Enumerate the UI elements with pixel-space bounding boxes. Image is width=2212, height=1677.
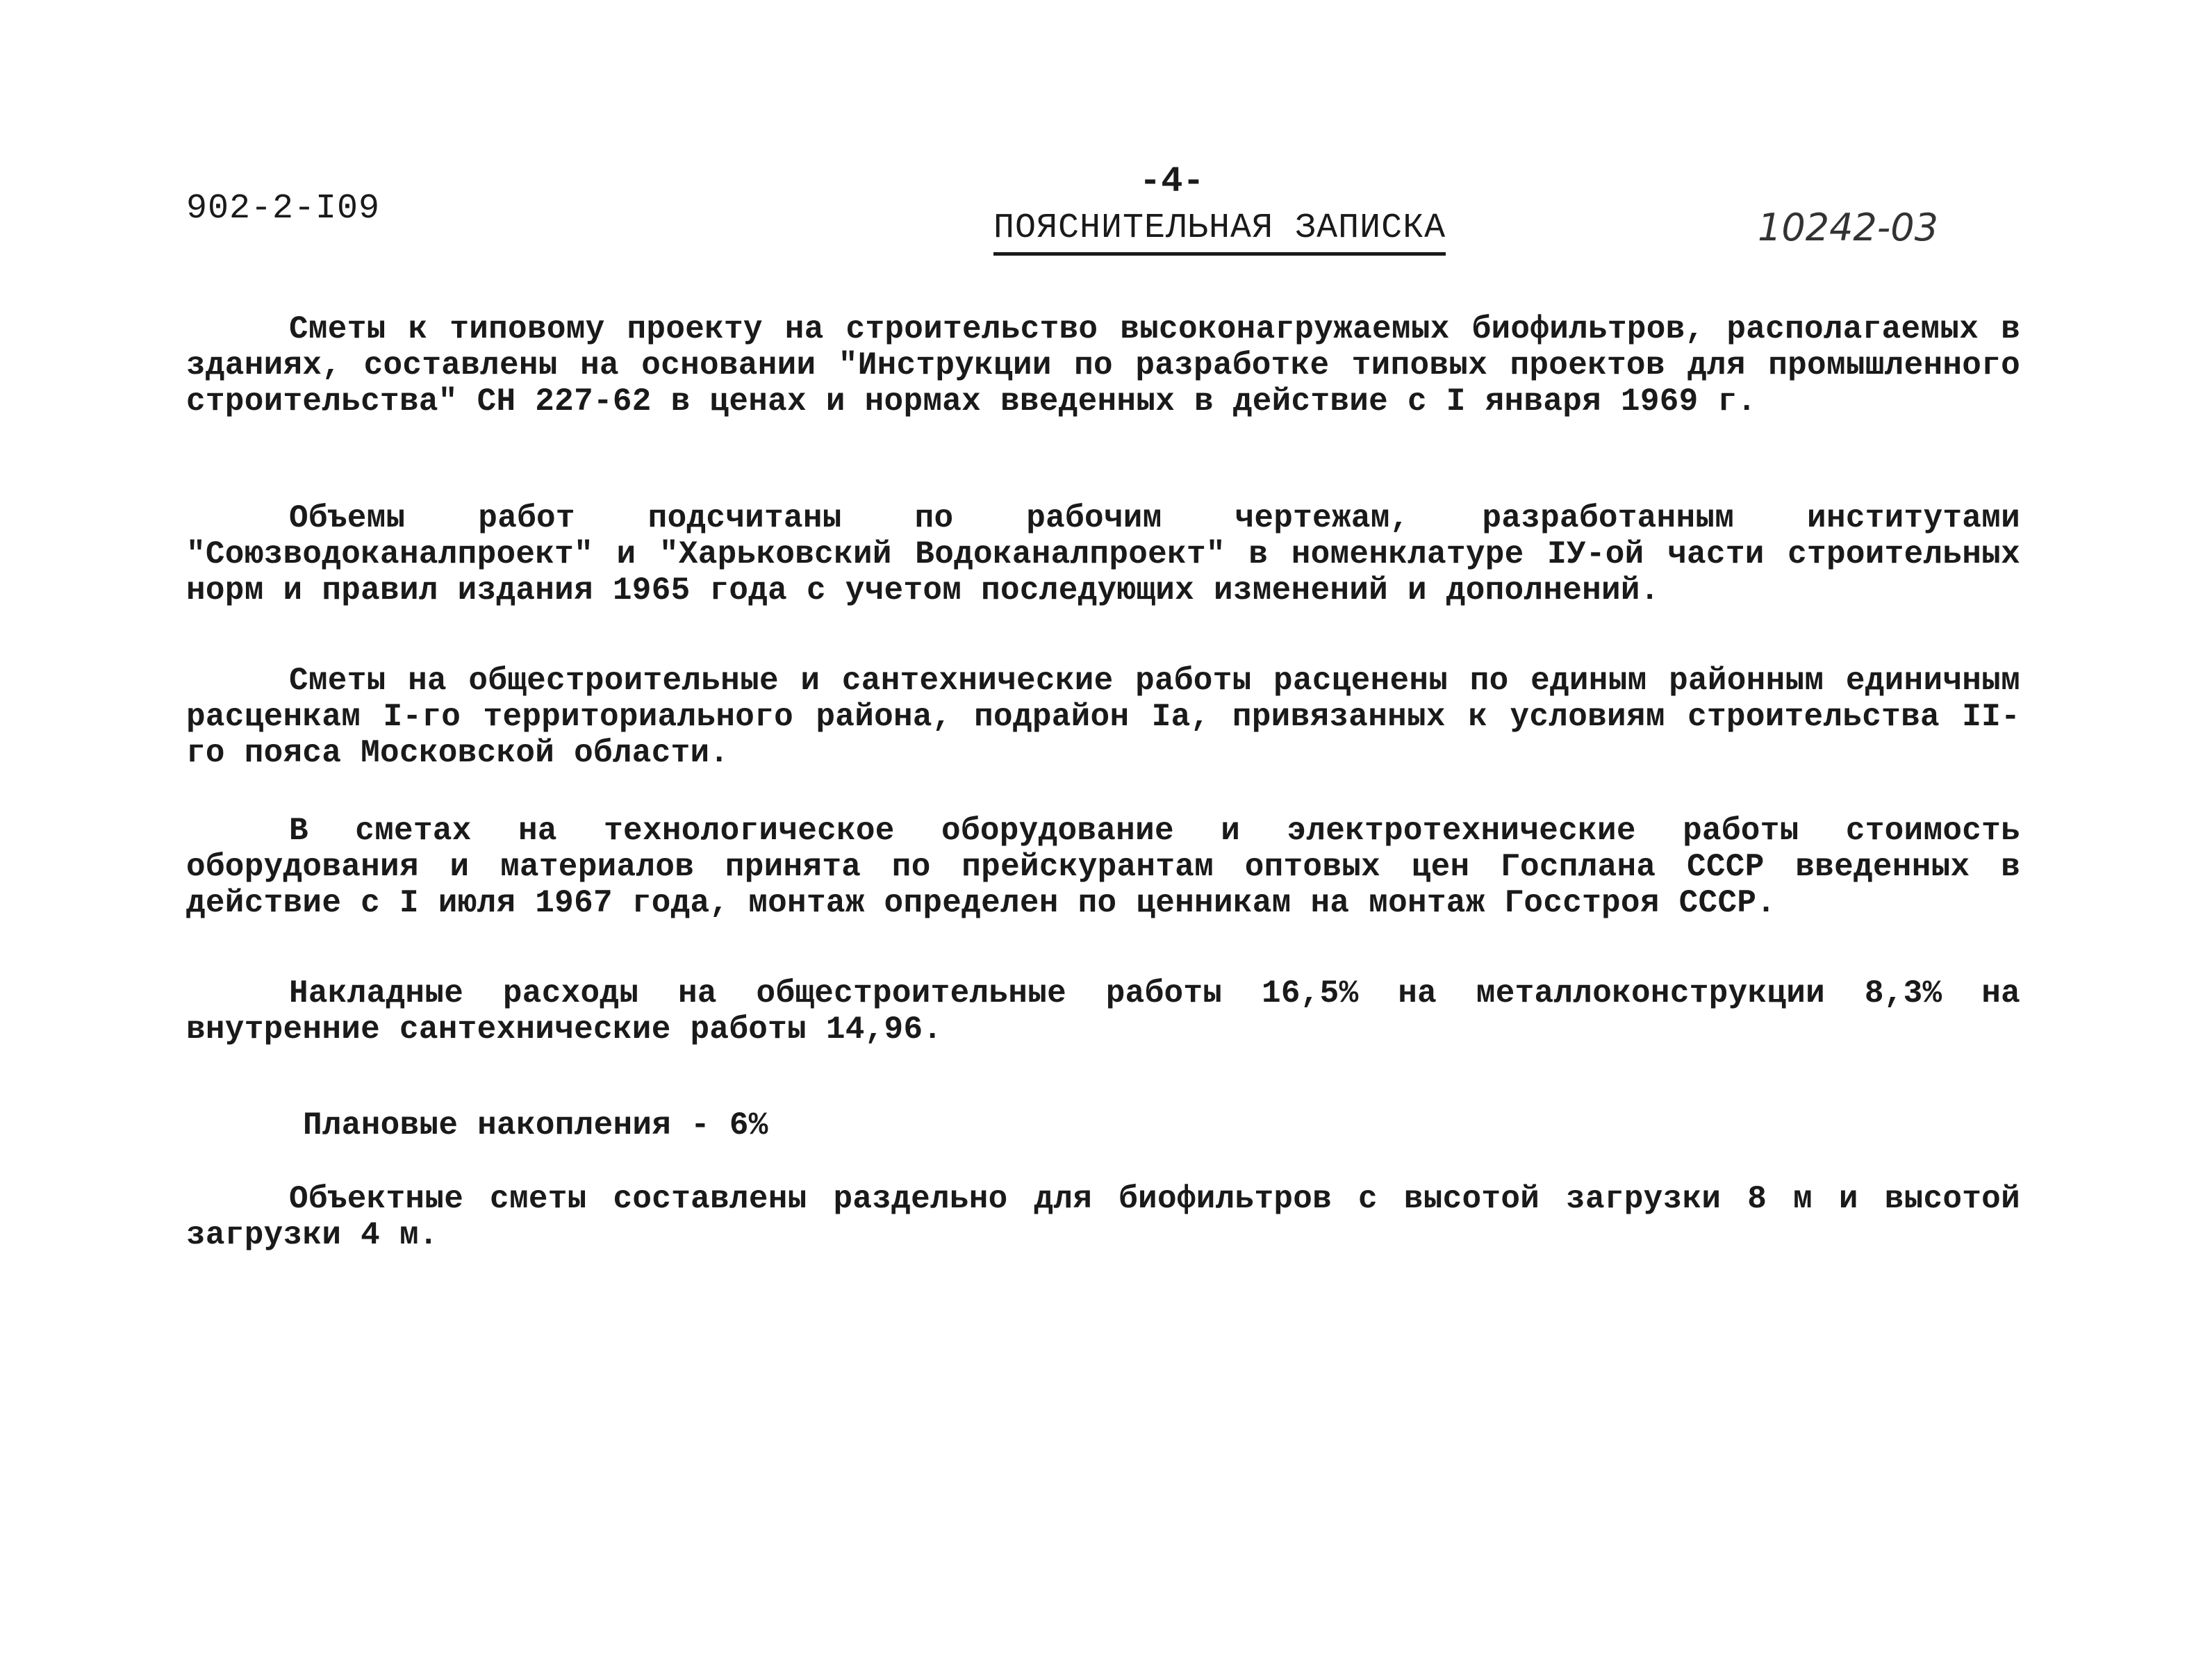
paragraph-planned-savings: Плановые накопления - 6% [303,1107,768,1143]
page-number: -4- [1139,161,1205,202]
document-code: 902-2-I09 [186,189,381,229]
paragraph-work-volumes: Объемы работ подсчитаны по рабочим чертежам, разработанным институтами "Союзводоканалпроект" и "Харьковский Водоканалпроект" в номенклатуре IУ-ой части строительных норм и правил издания 1965 года с учетом последующих изменений и дополнений. [186,500,2020,609]
paragraph-equipment-costs: В сметах на технологическое оборудование и электротехнические работы стоимость оборудования и материалов принята по прейскурантам оптовых цен Госплана СССР введенных в действие с I июля 1967 года, монтаж определен по ценникам на монтаж Госстроя СССР. [186,813,2020,921]
paragraph-object-estimates: Объектные сметы составлены раздельно для биофильтров с высотой загрузки 8 м и высотой загрузки 4 м. [186,1181,2020,1253]
paragraph-estimates-basis: Сметы к типовому проекту на строительство высоконагружаемых биофильтров, располагаемых в зданиях, составлены на основании "Инструкции по разработке типовых проектов для промышленного строительства" СН 227-62 в ценах и нормах введенных в действие с I января 1969 г. [186,311,2020,420]
archive-number: 10242-03 [1758,206,1938,249]
page-title: ПОЯСНИТЕЛЬНАЯ ЗАПИСКА [993,208,1446,256]
paragraph-overhead-costs: Накладные расходы на общестроительные работы 16,5% на металлоконструкции 8,3% на внутренние сантехнические работы 14,96. [186,975,2020,1048]
paragraph-construction-rates: Сметы на общестроительные и сантехнические работы расценены по единым районным единичным расценкам I-го территориального района, подрайон Iа, привязанных к условиям строительства II-го пояса Московской области. [186,663,2020,771]
